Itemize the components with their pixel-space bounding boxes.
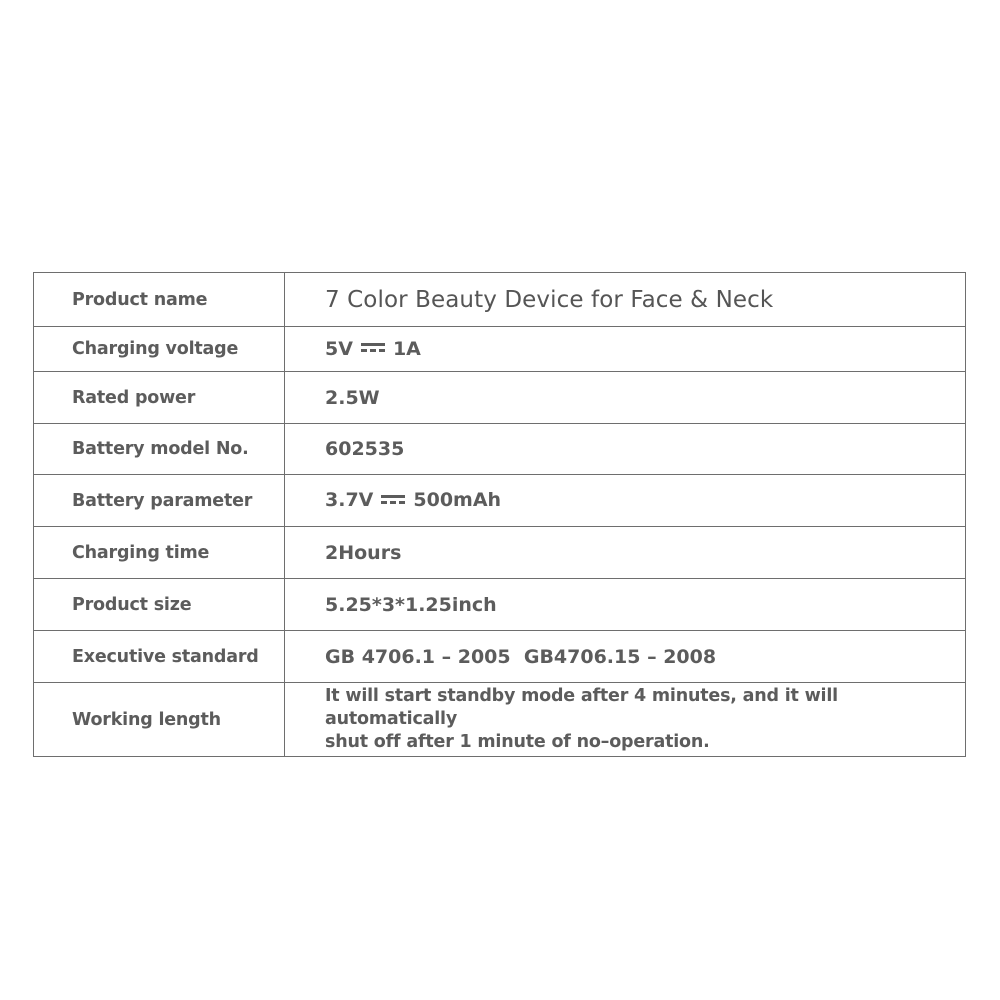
table-row-charging-time [34, 527, 966, 579]
value-product-size: 5.25*3*1.25inch [285, 579, 966, 631]
working-length-line-2: shut off after 1 minute of no–operation. [325, 732, 710, 752]
table-row-working-length [34, 683, 966, 757]
label-charging-time: Charging time [34, 527, 285, 579]
label-rated-power: Rated power [34, 372, 285, 424]
table-row-product-size [34, 579, 966, 631]
table-row-executive-standard [34, 631, 966, 683]
spec-table [33, 272, 966, 757]
value-battery-model: 602535 [285, 424, 966, 475]
label-battery-parameter: Battery parameter [34, 475, 285, 527]
table-row-charging-voltage [34, 327, 966, 372]
dc-current-symbol-icon [381, 488, 405, 510]
label-charging-voltage: Charging voltage [34, 327, 285, 372]
charging-voltage-amps: 1A [392, 337, 421, 360]
value-battery-parameter [285, 475, 966, 527]
value-product-name: 7 Color Beauty Device for Face & Neck [285, 273, 966, 327]
dc-current-symbol-icon [361, 336, 385, 358]
table-row-battery-parameter [34, 475, 966, 527]
label-product-size: Product size [34, 579, 285, 631]
label-working-length: Working length [34, 683, 285, 757]
battery-parameter-capacity: 500mAh [413, 489, 502, 512]
value-executive-standard: GB 4706.1 – 2005 GB4706.15 – 2008 [285, 631, 966, 683]
value-charging-time: 2Hours [285, 527, 966, 579]
table-row-rated-power [34, 372, 966, 424]
working-length-line-1: It will start standby mode after 4 minutes, and it will automatically [325, 686, 838, 729]
value-charging-voltage [285, 327, 966, 372]
value-rated-power: 2.5W [285, 372, 966, 424]
label-executive-standard: Executive standard [34, 631, 285, 683]
label-battery-model: Battery model No. [34, 424, 285, 475]
table-row-battery-model [34, 424, 966, 475]
label-product-name: Product name [34, 273, 285, 327]
table-row-product-name [34, 273, 966, 327]
value-working-length [285, 683, 966, 757]
battery-parameter-volts: 3.7V [325, 489, 374, 512]
charging-voltage-volts: 5V [325, 337, 353, 360]
